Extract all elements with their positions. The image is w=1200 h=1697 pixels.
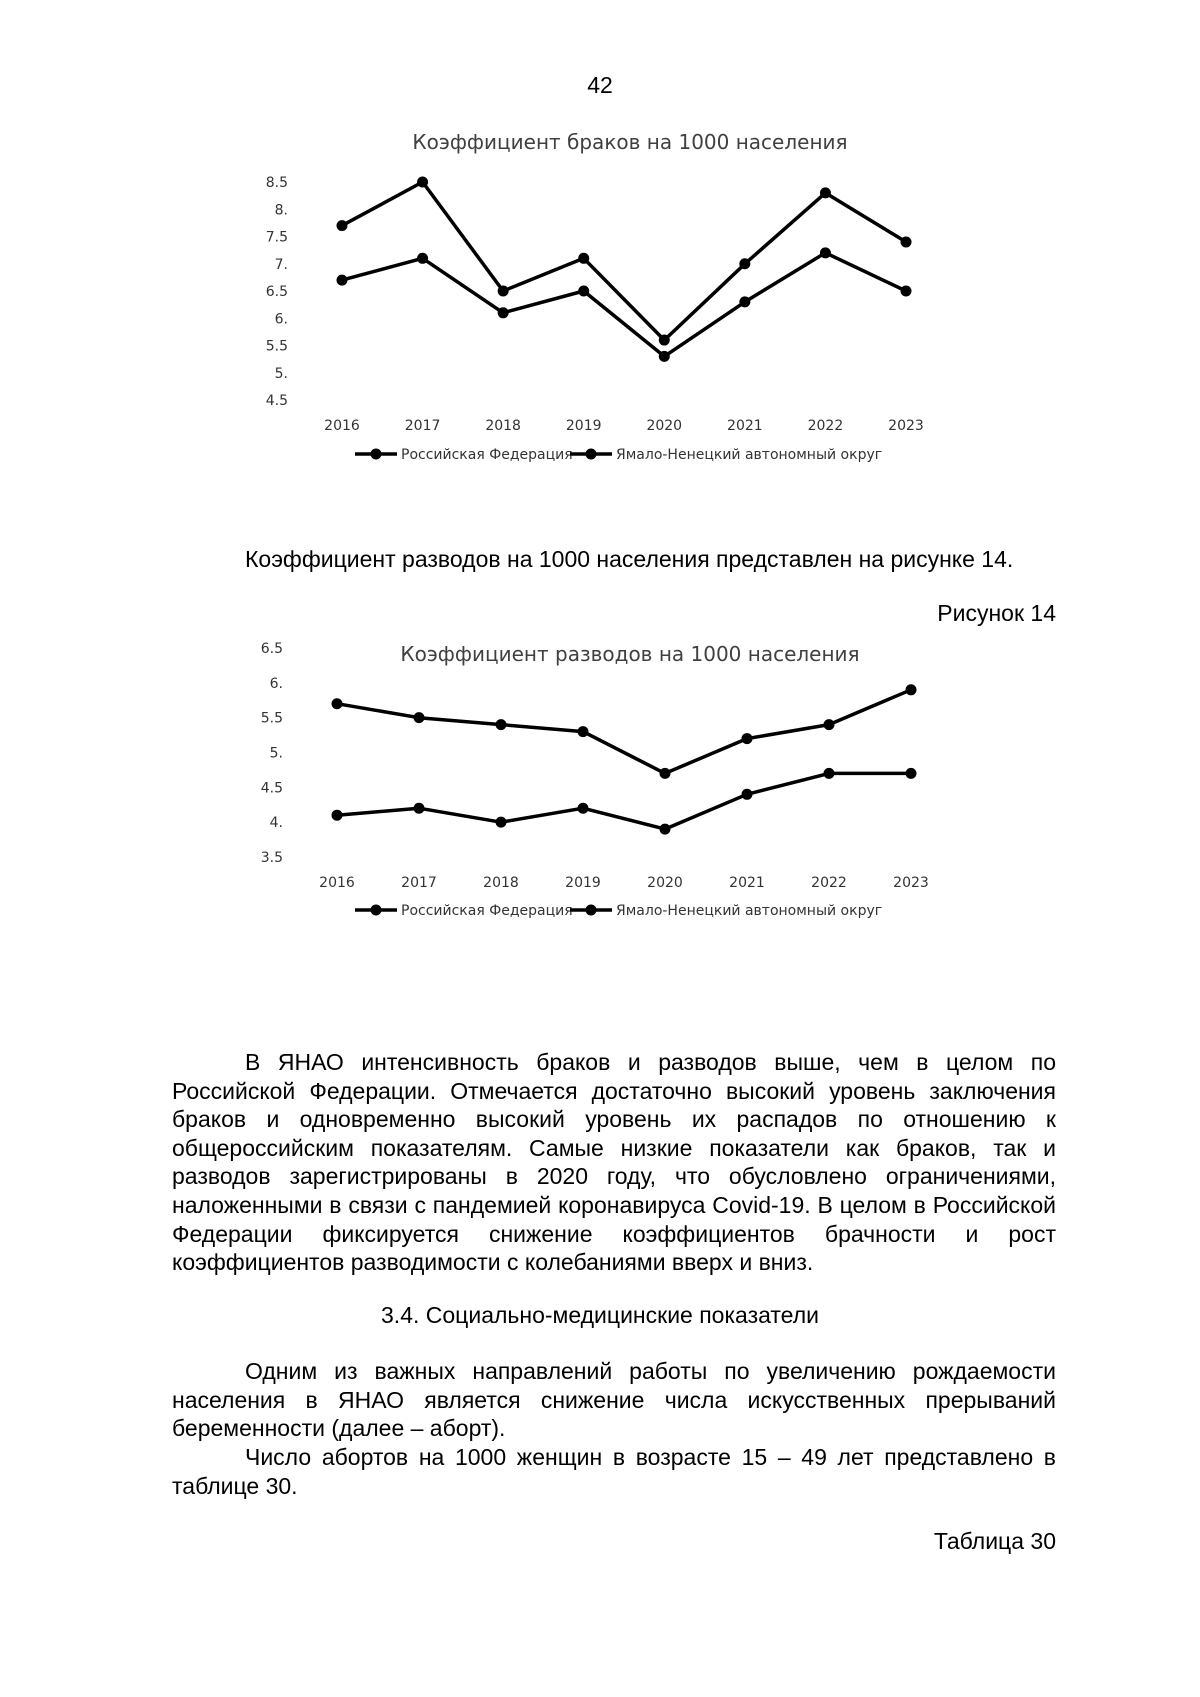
series-line-yanao — [337, 690, 911, 774]
y-tick-label: 6.5 — [260, 641, 283, 657]
y-tick-label: 5. — [274, 365, 288, 382]
legend-marker — [586, 449, 597, 460]
y-tick-label: 5.5 — [265, 338, 288, 355]
marriage-chart-svg — [265, 128, 1010, 518]
figure-label: Рисунок 14 — [937, 600, 1056, 626]
x-tick-label: 2016 — [324, 418, 360, 434]
data-point-yanao — [337, 220, 348, 231]
data-point-russia — [739, 296, 750, 307]
data-point-russia — [901, 286, 912, 297]
x-tick-label: 2017 — [404, 418, 441, 434]
figure-14-caption: Коэффициент разводов на 1000 населения представлен на рисунке 14. — [245, 546, 1014, 572]
x-tick-label: 2018 — [485, 418, 521, 434]
x-tick-label: 2016 — [319, 875, 355, 891]
y-tick-label: 5.5 — [260, 710, 283, 727]
y-tick-label: 7. — [274, 256, 288, 273]
data-point-russia — [496, 817, 507, 828]
data-point-yanao — [820, 187, 831, 198]
x-tick-label: 2021 — [727, 418, 763, 434]
table-label: Таблица 30 — [933, 1528, 1056, 1554]
data-point-yanao — [901, 236, 912, 247]
y-tick-label: 4. — [269, 815, 283, 832]
legend-label: Российская Федерация — [401, 903, 573, 919]
data-point-yanao — [498, 286, 509, 297]
x-tick-label: 2019 — [565, 875, 601, 891]
data-point-russia — [578, 803, 589, 814]
data-point-yanao — [906, 684, 917, 695]
paragraph-marriage-divorce-summary: В ЯНАО интенсивность браков и разводов выше, чем в целом по Российской Федерации. Отмечается достаточно высокий уровень заключения браков и одновременно высокий уровень их распадов по отношению к общероссийским показателям. Самые низкие показатели как браков, так и разводов зарегистрированы в 2020 году, что обусловлено ограничениями, наложенными в связи с пандемией коронавируса Covid-19. В целом в Российской Федерации фиксируется снижение коэффициентов брачности и рост коэффициентов разводимости с колебаниями вверх и вниз. — [172, 1049, 1056, 1276]
data-point-yanao — [496, 719, 507, 730]
data-point-yanao — [659, 335, 670, 346]
legend-label: Ямало-Ненецкий автономный округ — [616, 447, 883, 463]
data-point-yanao — [578, 253, 589, 264]
x-tick-label: 2023 — [888, 418, 924, 434]
data-point-yanao — [417, 177, 428, 188]
marriage-chart — [265, 128, 1010, 518]
data-point-yanao — [332, 698, 343, 709]
series-line-russia — [342, 253, 906, 357]
data-point-russia — [417, 253, 428, 264]
data-point-russia — [660, 824, 671, 835]
divorce-chart-svg — [260, 641, 1010, 1022]
paragraph-abortion-intro: Одним из важных направлений работы по увеличению рождаемости населения в ЯНАО является снижение числа искусственных прерываний беременности (далее – аборт). — [172, 1358, 1056, 1442]
y-tick-label: 6. — [269, 675, 283, 692]
data-point-yanao — [660, 768, 671, 779]
data-point-russia — [332, 810, 343, 821]
data-point-yanao — [742, 733, 753, 744]
section-heading: 3.4. Социально-медицинские показатели — [381, 1302, 819, 1328]
chart-title: Коэффициент браков на 1000 населения — [412, 130, 848, 154]
data-point-russia — [414, 803, 425, 814]
chart-title: Коэффициент разводов на 1000 населения — [400, 642, 860, 666]
x-tick-label: 2020 — [647, 875, 683, 891]
x-tick-label: 2022 — [807, 418, 844, 434]
x-tick-label: 2023 — [893, 875, 929, 891]
x-tick-label: 2019 — [565, 418, 602, 434]
data-point-russia — [742, 789, 753, 800]
data-point-yanao — [824, 719, 835, 730]
legend-label: Ямало-Ненецкий автономный округ — [616, 903, 883, 919]
data-point-yanao — [578, 726, 589, 737]
x-tick-label: 2017 — [401, 875, 437, 891]
data-point-yanao — [414, 712, 425, 723]
legend-marker — [586, 905, 597, 916]
x-tick-label: 2022 — [811, 875, 847, 891]
data-point-russia — [578, 286, 589, 297]
y-tick-label: 6.5 — [265, 284, 288, 300]
x-tick-label: 2021 — [729, 875, 765, 891]
legend-marker — [371, 905, 382, 916]
x-tick-label: 2020 — [646, 418, 683, 434]
series-line-russia — [337, 773, 911, 829]
data-point-russia — [659, 351, 670, 362]
y-tick-label: 5. — [269, 745, 283, 762]
y-tick-label: 4.5 — [265, 393, 288, 409]
y-tick-label: 8. — [274, 202, 288, 219]
x-tick-label: 2018 — [483, 875, 519, 891]
data-point-yanao — [739, 258, 750, 269]
y-tick-label: 8.5 — [265, 175, 288, 191]
data-point-russia — [498, 307, 509, 318]
data-point-russia — [906, 768, 917, 779]
y-tick-label: 7.5 — [265, 229, 288, 246]
data-point-russia — [337, 275, 348, 286]
paragraph-table-reference: Число абортов на 1000 женщин в возрасте 15 – 49 лет представлено в таблице 30. — [172, 1444, 1056, 1499]
page-number: 42 — [587, 72, 613, 98]
data-point-russia — [820, 247, 831, 258]
y-tick-label: 6. — [274, 311, 288, 328]
legend-marker — [371, 449, 382, 460]
divorce-chart — [260, 641, 1010, 1022]
y-tick-label: 3.5 — [260, 850, 283, 866]
legend-label: Российская Федерация — [401, 447, 573, 463]
data-point-russia — [824, 768, 835, 779]
y-tick-label: 4.5 — [260, 780, 283, 797]
